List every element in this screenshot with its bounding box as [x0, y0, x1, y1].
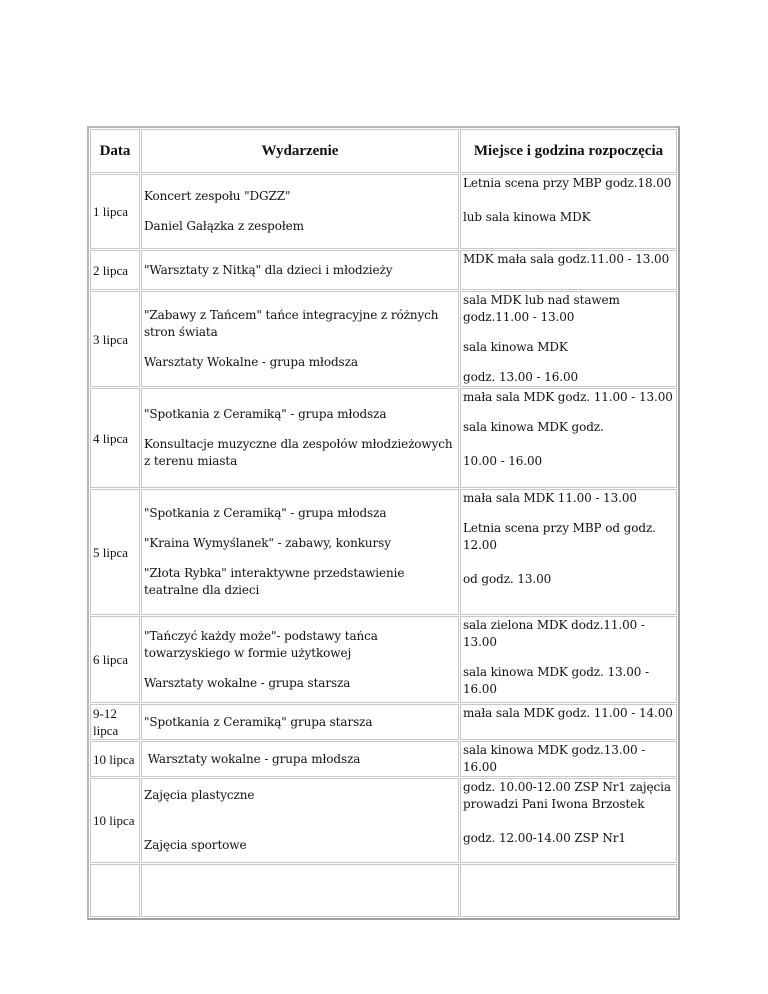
table-row	[90, 778, 677, 863]
place-text: 10.00 - 16.00	[463, 454, 543, 468]
event-text: Konsultacje muzyczne dla zespołów młodzieżowych z terenu miasta	[144, 437, 453, 468]
date-cell: 10 lipca	[90, 778, 140, 863]
table-row	[90, 291, 677, 387]
place-text: lub sala kinowa MDK	[463, 210, 591, 224]
date-cell: 3 lipca	[90, 291, 140, 387]
date-cell: 9-12 lipca	[90, 704, 140, 740]
place-text: sala kinowa MDK godz. 13.00 - 16.00	[463, 665, 649, 696]
date-cell: 2 lipca	[90, 250, 140, 290]
event-text: "Spotkania z Ceramiką" - grupa młodsza	[144, 506, 387, 520]
event-cell	[141, 616, 459, 703]
place-text: sala kinowa MDK godz.	[463, 420, 604, 434]
event-text: Zajęcia sportowe	[144, 838, 247, 852]
place-cell	[460, 388, 677, 488]
event-text: "Kraina Wymyślanek" - zabawy, konkursy	[144, 536, 391, 550]
place-text: godz. 13.00 - 16.00	[463, 370, 579, 384]
header-row	[90, 129, 677, 173]
event-cell	[141, 741, 459, 777]
event-text: "Złota Rybka" interaktywne przedstawienie teatralne dla dzieci	[144, 566, 405, 597]
date-cell: 5 lipca	[90, 489, 140, 615]
place-text: godz. 10.00-12.00 ZSP Nr1 zajęcia prowadzi Pani Iwona Brzostek	[463, 780, 671, 811]
event-text: "Spotkania z Ceramiką" - grupa młodsza	[144, 407, 387, 421]
event-cell	[141, 388, 459, 488]
place-text: Letnia scena przy MBP godz.18.00	[463, 176, 672, 190]
table-row	[90, 741, 677, 777]
empty-cell	[460, 864, 677, 917]
place-text: godz. 12.00-14.00 ZSP Nr1	[463, 831, 626, 845]
table-row	[90, 388, 677, 488]
event-text: "Warsztaty z Nitką" dla dzieci i młodzieży	[144, 262, 393, 277]
table-row	[90, 250, 677, 290]
date-cell: 4 lipca	[90, 388, 140, 488]
place-text: mała sala MDK 11.00 - 13.00	[463, 491, 637, 505]
empty-row	[90, 864, 677, 917]
empty-cell	[141, 864, 459, 917]
events-table	[87, 126, 680, 920]
place-text: sala kinowa MDK godz.13.00 - 16.00	[463, 743, 646, 774]
table-row	[90, 489, 677, 615]
header-date: Data	[90, 129, 140, 173]
place-cell	[460, 174, 677, 249]
event-cell	[141, 291, 459, 387]
event-text: "Spotkania z Ceramiką" grupa starsza	[144, 714, 373, 729]
event-text: Warsztaty wokalne - grupa młodsza	[144, 751, 361, 766]
date-cell: 10 lipca	[90, 741, 140, 777]
header-place: Miejsce i godzina rozpoczęcia	[460, 129, 677, 173]
event-text: Warsztaty wokalne - grupa starsza	[144, 675, 351, 690]
place-text: MDK mała sala godz.11.00 - 13.00	[463, 252, 670, 266]
place-text: sala MDK lub nad stawem godz.11.00 - 13.00	[463, 293, 620, 324]
place-cell	[460, 741, 677, 777]
place-text: mała sala MDK godz. 11.00 - 14.00	[463, 706, 673, 720]
event-text: Warsztaty Wokalne - grupa młodsza	[144, 355, 358, 369]
event-cell	[141, 250, 459, 290]
event-text: "Zabawy z Tańcem" tańce integracyjne z różnych stron świata	[144, 308, 439, 339]
event-cell	[141, 174, 459, 249]
event-cell	[141, 704, 459, 740]
place-text: mała sala MDK godz. 11.00 - 13.00	[463, 390, 673, 404]
place-text: sala zielona MDK dodz.11.00 - 13.00	[463, 618, 645, 649]
date-cell: 6 lipca	[90, 616, 140, 703]
empty-cell	[90, 864, 140, 917]
event-text: Zajęcia plastyczne	[144, 788, 255, 802]
place-cell	[460, 489, 677, 615]
place-text: od godz. 13.00	[463, 572, 552, 586]
place-text: sala kinowa MDK	[463, 340, 568, 354]
table-row	[90, 174, 677, 249]
event-text: Daniel Gałązka z zespołem	[144, 219, 304, 233]
event-text: Koncert zespołu "DGZZ"	[144, 189, 291, 203]
table-row	[90, 704, 677, 740]
place-cell	[460, 778, 677, 863]
place-cell	[460, 704, 677, 740]
table-row	[90, 616, 677, 703]
place-text: Letnia scena przy MBP od godz. 12.00	[463, 521, 656, 552]
place-cell	[460, 291, 677, 387]
event-cell	[141, 489, 459, 615]
place-cell	[460, 250, 677, 290]
place-cell	[460, 616, 677, 703]
event-text: "Tańczyć każdy może"- podstawy tańca towarzyskiego w formie użytkowej	[144, 628, 378, 660]
header-event: Wydarzenie	[141, 129, 459, 173]
event-cell	[141, 778, 459, 863]
date-cell: 1 lipca	[90, 174, 140, 249]
